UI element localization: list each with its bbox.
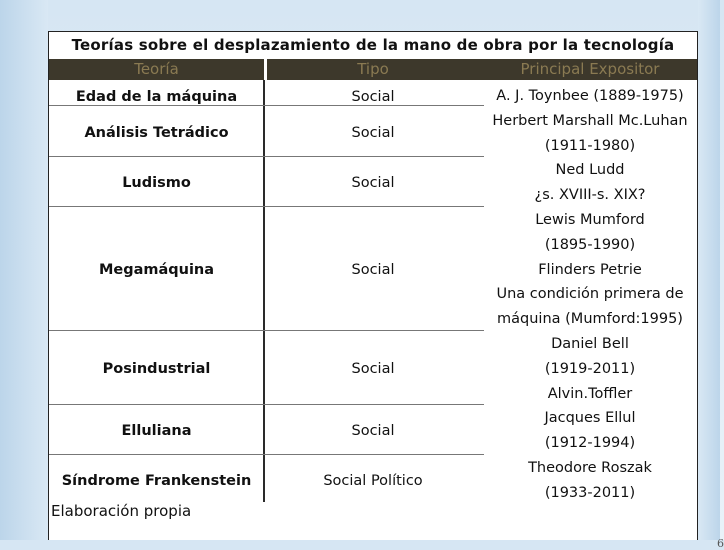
expositor-line: máquina (Mumford:1995) [497, 311, 683, 328]
row-divider [49, 404, 484, 405]
table-cell-teoria: Síndrome Frankenstein [61, 473, 252, 489]
background-left-band [0, 0, 48, 540]
expositor-line: Lewis Mumford [535, 211, 645, 228]
expositor-line: (1912-1994) [544, 435, 636, 452]
table-cell-teoria: Megamáquina [98, 262, 215, 278]
header-teoria: Teoría [134, 60, 179, 78]
page-number: 6 [717, 537, 724, 550]
table-cell-tipo: Social [351, 175, 395, 191]
table-cell-tipo: Social [351, 361, 395, 377]
expositor-line: Flinders Petrie [538, 261, 642, 278]
expositor-line: (1895-1990) [544, 236, 636, 253]
expositor-line: Ned Ludd [555, 162, 625, 179]
table-cell-tipo: Social [351, 125, 395, 141]
expositor-line: Alvin.Toffler [547, 385, 633, 402]
table-cell-teoria: Análisis Tetrádico [84, 125, 229, 141]
expositor-line: (1919-2011) [544, 360, 636, 377]
expositor-line: Una condición primera de [496, 286, 684, 303]
table-cell-tipo: Social [351, 262, 395, 278]
header-separator [264, 59, 267, 80]
slide-content [48, 31, 724, 550]
slide-title: Teorías sobre el desplazamiento de la mano de obra por la tecnología [71, 36, 675, 54]
header-tipo: Tipo [357, 60, 389, 78]
expositor-line: ¿s. XVIII-s. XIX? [534, 187, 646, 204]
table-cell-teoria: Edad de la máquina [75, 89, 238, 105]
expositor-line: (1911-1980) [544, 137, 636, 154]
header-expositor: Principal Expositor [520, 60, 660, 78]
table-cell-teoria: Ludismo [122, 175, 191, 191]
expositor-line: A. J. Toynbee (1889-1975) [496, 88, 684, 104]
table-cell-tipo: Social [351, 89, 395, 105]
table-cell-teoria: Elluliana [121, 423, 192, 439]
expositor-line: (1933-2011) [544, 484, 636, 501]
expositor-line: Herbert Marshall Mc.Luhan [492, 112, 688, 129]
table-cell-tipo: Social Político [323, 473, 423, 489]
row-divider [49, 206, 484, 207]
table-header-row [49, 59, 697, 80]
expositor-column [481, 84, 699, 506]
row-divider [49, 156, 484, 157]
expositor-line: Daniel Bell [551, 335, 629, 352]
table-cell-tipo: Social [351, 423, 395, 439]
background-right-band [698, 0, 720, 540]
table-cell-teoria: Posindustrial [102, 361, 211, 377]
row-divider [49, 454, 484, 455]
expositor-line: Jacques Ellul [544, 410, 636, 427]
row-divider [49, 330, 484, 331]
expositor-line: Theodore Roszak [528, 459, 652, 476]
source-note: Elaboración propia [51, 502, 192, 520]
